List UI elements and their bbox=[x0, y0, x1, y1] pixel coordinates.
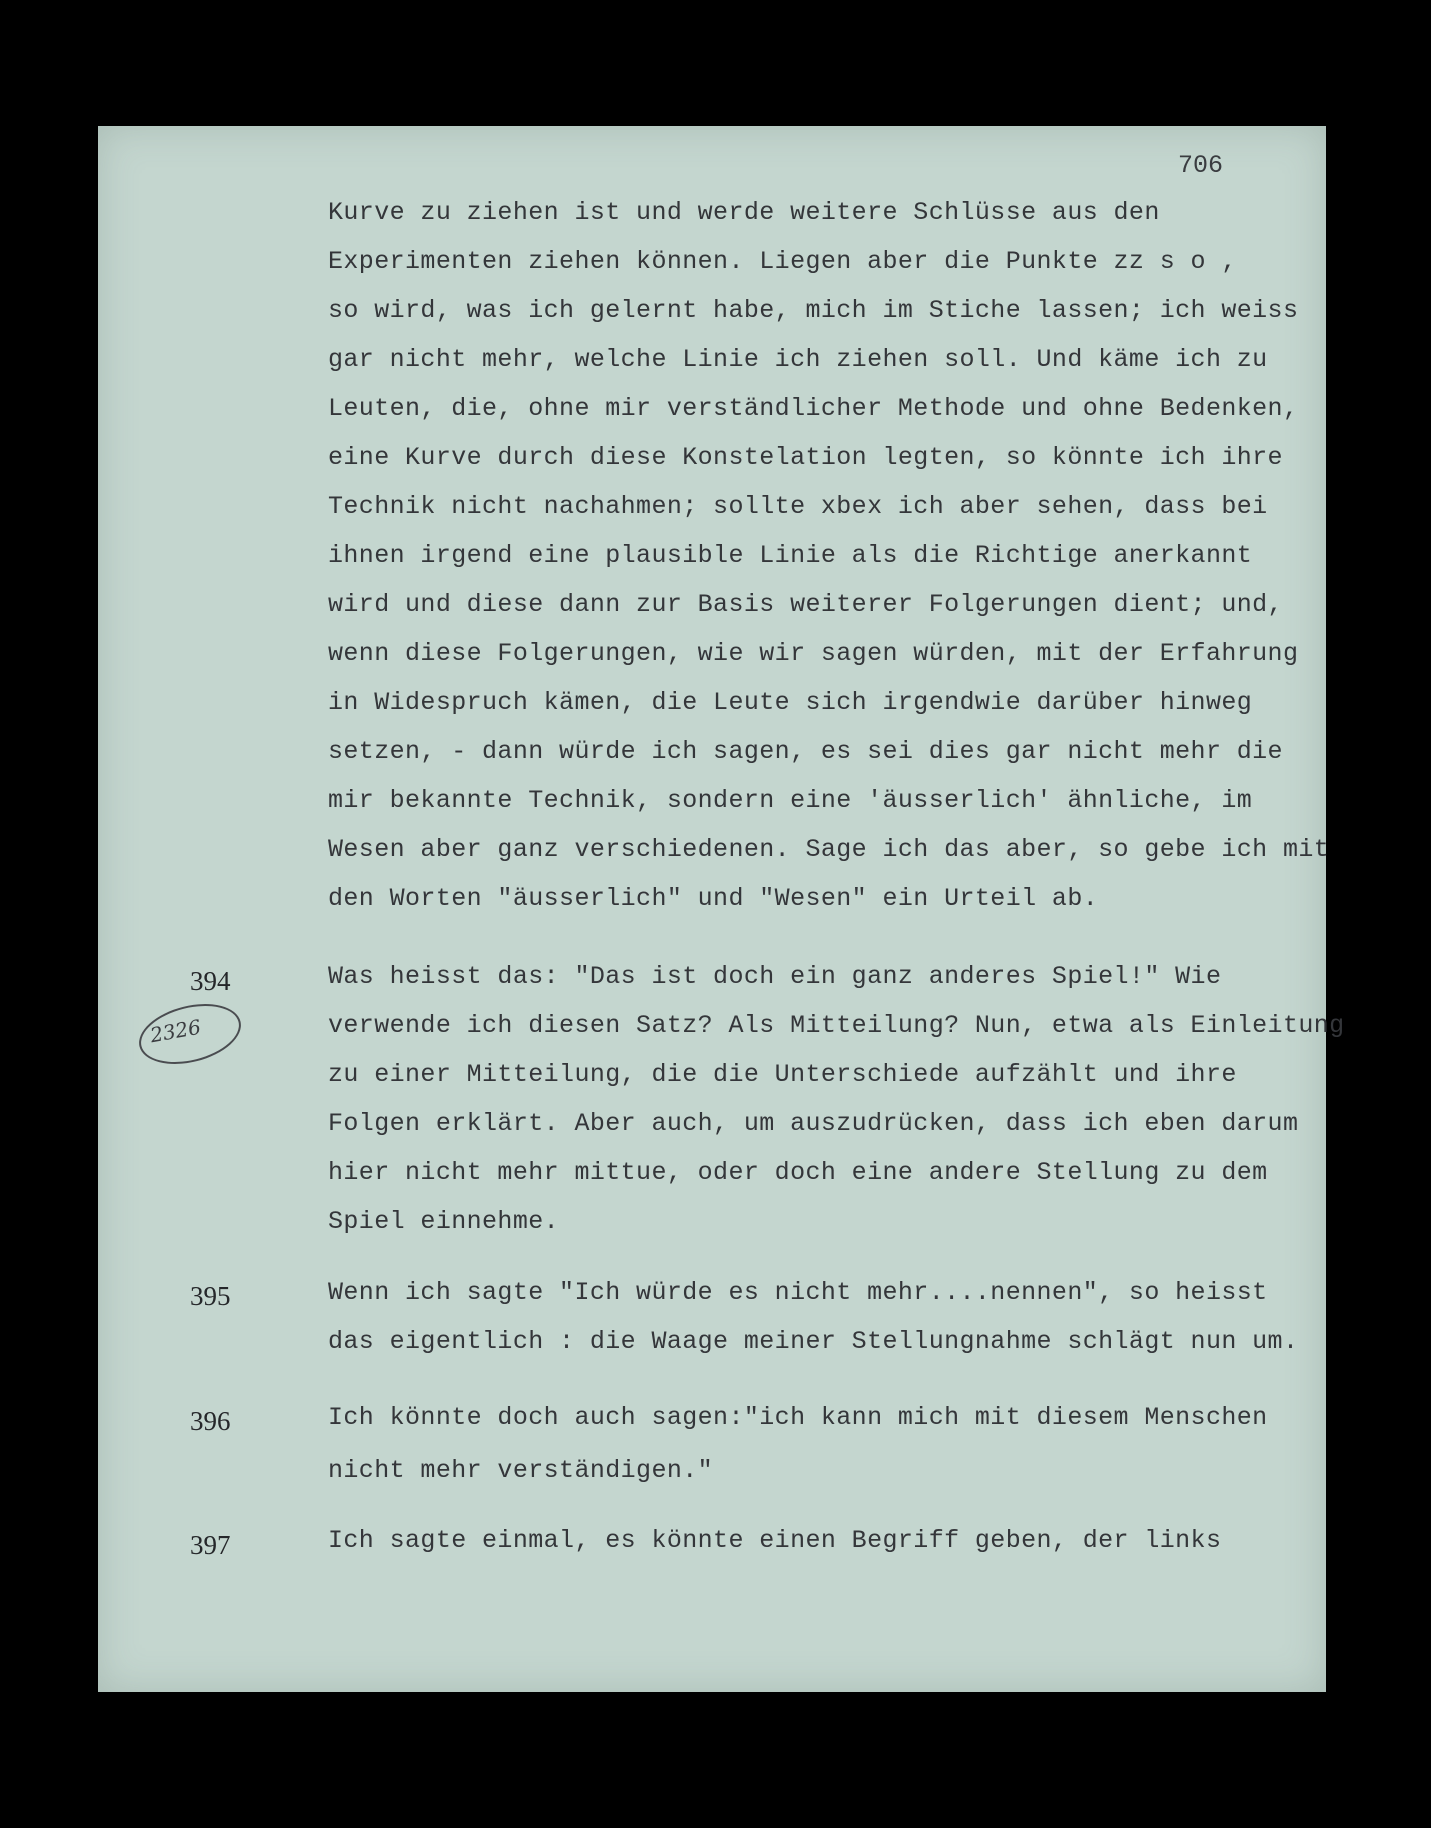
text-line: das eigentlich : die Waage meiner Stellungnahme schlägt nun um. bbox=[328, 1327, 1299, 1356]
text-line: Technik nicht nachahmen; sollte xbex ich aber sehen, dass bei bbox=[328, 492, 1268, 521]
text-line: zu einer Mitteilung, die die Unterschiede aufzählt und ihre bbox=[328, 1060, 1237, 1089]
page-number: 706 bbox=[1178, 151, 1224, 180]
text-line: so wird, was ich gelernt habe, mich im Stiche lassen; ich weiss bbox=[328, 296, 1299, 325]
paragraph-number: 395 bbox=[190, 1281, 231, 1311]
text-line: Was heisst das: "Das ist doch ein ganz anderes Spiel!" Wie bbox=[328, 962, 1222, 991]
text-line: hier nicht mehr mittue, oder doch eine andere Stellung zu dem bbox=[328, 1158, 1268, 1187]
text-line: in Widespruch kämen, die Leute sich irgendwie darüber hinweg bbox=[328, 688, 1253, 717]
text-line: nicht mehr verständigen." bbox=[328, 1456, 714, 1485]
text-line: Ich sagte einmal, es könnte einen Begriff geben, der links bbox=[328, 1526, 1222, 1555]
text-line: Wesen aber ganz verschiedenen. Sage ich das aber, so gebe ich mit bbox=[328, 835, 1330, 864]
text-line: verwende ich diesen Satz? Als Mitteilung? Nun, etwa als Einleitung bbox=[328, 1011, 1345, 1040]
text-line: setzen, - dann würde ich sagen, es sei dies gar nicht mehr die bbox=[328, 737, 1283, 766]
text-line: Folgen erklärt. Aber auch, um auszudrücken, dass ich eben darum bbox=[328, 1109, 1299, 1138]
text-line: Ich könnte doch auch sagen:"ich kann mich mit diesem Menschen bbox=[328, 1403, 1268, 1432]
text-line: Kurve zu ziehen ist und werde weitere Schlüsse aus den bbox=[328, 198, 1160, 227]
paragraph-number: 394 bbox=[190, 966, 231, 996]
paragraph-number: 396 bbox=[190, 1406, 231, 1436]
text-line: mir bekannte Technik, sondern eine 'äusserlich' ähnliche, im bbox=[328, 786, 1253, 815]
text-line: wenn diese Folgerungen, wie wir sagen würden, mit der Erfahrung bbox=[328, 639, 1299, 668]
text-line: Leuten, die, ohne mir verständlicher Methode und ohne Bedenken, bbox=[328, 394, 1299, 423]
text-line: den Worten "äusserlich" und "Wesen" ein Urteil ab. bbox=[328, 884, 1099, 913]
text-line: Experimenten ziehen können. Liegen aber die Punkte zz s o , bbox=[328, 247, 1237, 276]
text-line: ihnen irgend eine plausible Linie als die Richtige anerkannt bbox=[328, 541, 1253, 570]
text-line: Spiel einnehme. bbox=[328, 1207, 560, 1236]
paragraph-number: 397 bbox=[190, 1530, 231, 1560]
text-line: wird und diese dann zur Basis weiterer Folgerungen dient; und, bbox=[328, 590, 1283, 619]
text-line: eine Kurve durch diese Konstelation legten, so könnte ich ihre bbox=[328, 443, 1283, 472]
typescript-page bbox=[98, 126, 1345, 1692]
text-line: gar nicht mehr, welche Linie ich ziehen soll. Und käme ich zu bbox=[328, 345, 1268, 374]
text-line: Wenn ich sagte "Ich würde es nicht mehr....nennen", so heisst bbox=[328, 1278, 1268, 1307]
margin-note: 2326 bbox=[148, 1014, 203, 1048]
